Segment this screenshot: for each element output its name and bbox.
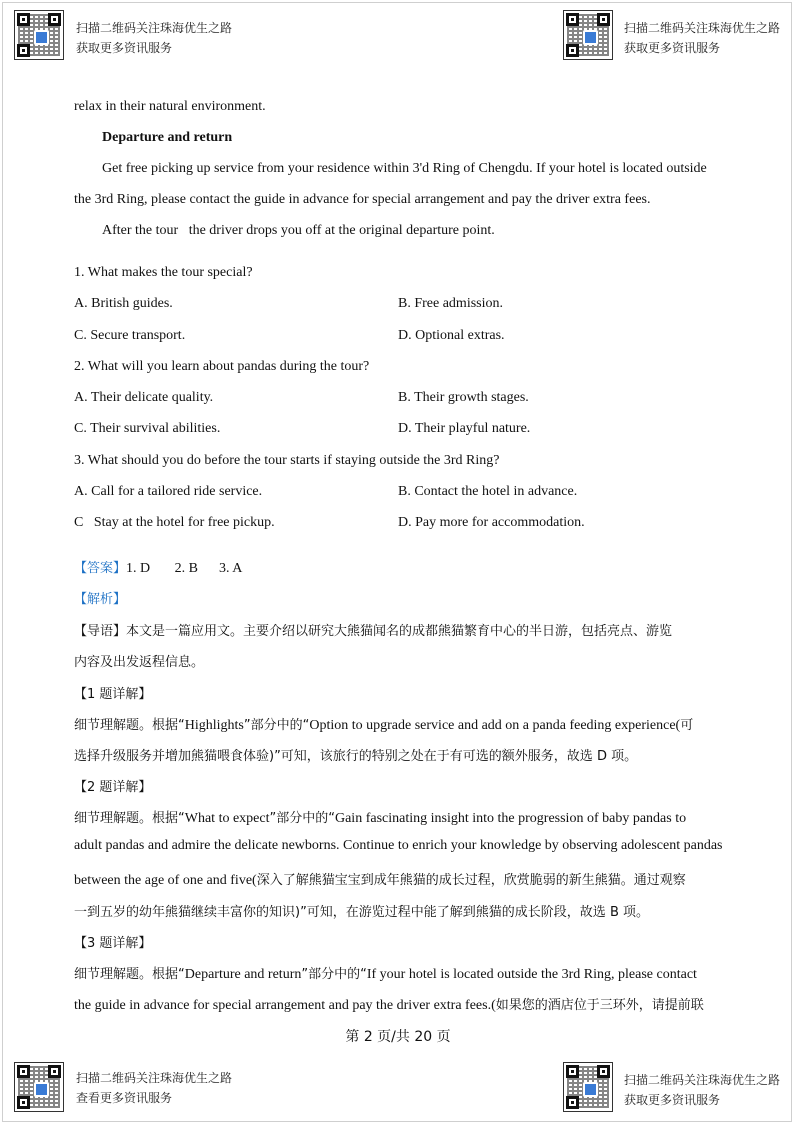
footer-left-line2: 查看更多资讯服务: [76, 1091, 173, 1105]
option-b: B. Contact the hotel in advance.: [398, 484, 578, 499]
option-b: B. Free admission.: [398, 296, 503, 311]
intro-line-cont: 内容及出发返程信息。: [74, 655, 205, 670]
en-text: Highlights: [184, 718, 244, 733]
en-text: Departure and return: [184, 967, 302, 982]
q3-detail-line: [74, 994, 704, 1014]
header-right-text: [624, 18, 780, 58]
header-left-line1: 扫描二维码关注珠海优生之路: [76, 21, 233, 35]
q2-detail-line: 一到五岁的幼年熊猫继续丰富你的知识)”可知，在游览过程中能了解到熊猫的成长阶段，故选 B 项。: [74, 905, 649, 920]
option-b: B. Their growth stages.: [398, 390, 529, 405]
header-right-line1: 扫描二维码关注珠海优生之路: [624, 21, 781, 35]
answer-label: 【答案】: [74, 561, 127, 576]
passage-paragraph: Get free picking up service from your residence within 3'd Ring of Chengdu. If your hotel is located outside: [102, 161, 707, 176]
page-number: 第 2 页/共 20 页: [345, 1029, 451, 1045]
option-a: A. British guides.: [74, 296, 173, 311]
en-text: What to expect: [184, 811, 270, 826]
q1-detail-line: 选择升级服务并增加熊猫喂食体验)”可知，该旅行的特别之处在于有可选的额外服务，故选 D 项。: [74, 749, 638, 764]
header-right-line2: 获取更多资讯服务: [624, 41, 721, 55]
en-text: between the age of one and five(: [74, 873, 257, 888]
footer-left-line1: 扫描二维码关注珠海优生之路: [76, 1071, 233, 1085]
passage-paragraph: After the tour the driver drops you off at the original departure point.: [102, 223, 495, 238]
intro-line: [74, 620, 672, 639]
header-left-text: [76, 18, 232, 58]
en-text: the guide in advance for special arrangement and pay the driver extra fees.(: [74, 998, 496, 1013]
qr-code-icon: [14, 1062, 64, 1112]
option-c: C. Secure transport.: [74, 328, 186, 343]
q1-detail-label: 【1 题详解】: [74, 687, 152, 702]
footer-left-text: [76, 1068, 232, 1108]
passage-paragraph-cont: the 3rd Ring, please contact the guide in advance for special arrangement and pay the driver extra fees.: [74, 192, 651, 207]
option-a: A. Their delicate quality.: [74, 390, 214, 405]
header-left-line2: 获取更多资讯服务: [76, 41, 173, 55]
en-text: If your hotel is located outside the 3rd Ring, please contact: [366, 967, 697, 982]
qr-code-icon: [14, 10, 64, 60]
q3-detail-line: [74, 963, 697, 983]
q3-detail-label: 【3 题详解】: [74, 936, 152, 951]
zh-text: 细节理解题。根据“: [74, 718, 185, 733]
zh-text: 如果您的酒店位于三环外，请提前联: [495, 998, 704, 1013]
section-title: Departure and return: [102, 130, 233, 145]
qr-code-icon: [563, 1062, 613, 1112]
zh-text: 细节理解题。根据“: [74, 811, 185, 826]
zh-text: 细节理解题。根据“: [74, 967, 185, 982]
question-stem: 3. What should you do before the tour starts if staying outside the 3rd Ring?: [74, 453, 500, 468]
q2-detail-label: 【2 题详解】: [74, 780, 152, 795]
q1-detail-line: [74, 714, 693, 734]
passage-line: relax in their natural environment.: [74, 99, 266, 114]
question-stem: 1. What makes the tour special?: [74, 265, 253, 280]
q2-detail-line: [74, 869, 686, 889]
option-c: C Stay at the hotel for free pickup.: [74, 515, 275, 530]
en-text: Option to upgrade service and add on a panda feeding experience(: [309, 718, 681, 733]
zh-text: 深入了解熊猫宝宝到成年熊猫的成长过程，欣赏脆弱的新生熊猫。通过观察: [256, 873, 686, 888]
option-d: D. Their playful nature.: [398, 421, 531, 436]
intro-text: 本文是一篇应用文。主要介绍以研究大熊猫闻名的成都熊猫繁育中心的半日游，包括亮点、游览: [126, 624, 673, 639]
footer-right-line1: 扫描二维码关注珠海优生之路: [624, 1073, 781, 1087]
qr-code-icon: [563, 10, 613, 60]
zh-text: ”部分中的“: [243, 718, 310, 733]
q2-detail-line: adult pandas and admire the delicate newborns. Continue to enrich your knowledge by observing adolescent pandas: [74, 838, 723, 853]
footer-right-line2: 获取更多资讯服务: [624, 1093, 721, 1107]
en-text: Gain fascinating insight into the progression of baby pandas to: [334, 811, 687, 826]
zh-text: 可: [680, 718, 694, 733]
option-d: D. Optional extras.: [398, 328, 505, 343]
q2-detail-line: [74, 807, 686, 827]
option-a: A. Call for a tailored ride service.: [74, 484, 263, 499]
intro-label: 【导语】: [74, 624, 127, 639]
option-d: D. Pay more for accommodation.: [398, 515, 585, 530]
footer-right-text: [624, 1070, 780, 1110]
zh-text: ”部分中的“: [301, 967, 367, 982]
question-stem: 2. What will you learn about pandas during the tour?: [74, 359, 370, 374]
zh-text: ”部分中的“: [269, 811, 335, 826]
answer-line: [74, 557, 242, 577]
option-c: C. Their survival abilities.: [74, 421, 221, 436]
analysis-label: 【解析】: [74, 592, 127, 607]
answer-values: 1. D 2. B 3. A: [126, 561, 243, 576]
